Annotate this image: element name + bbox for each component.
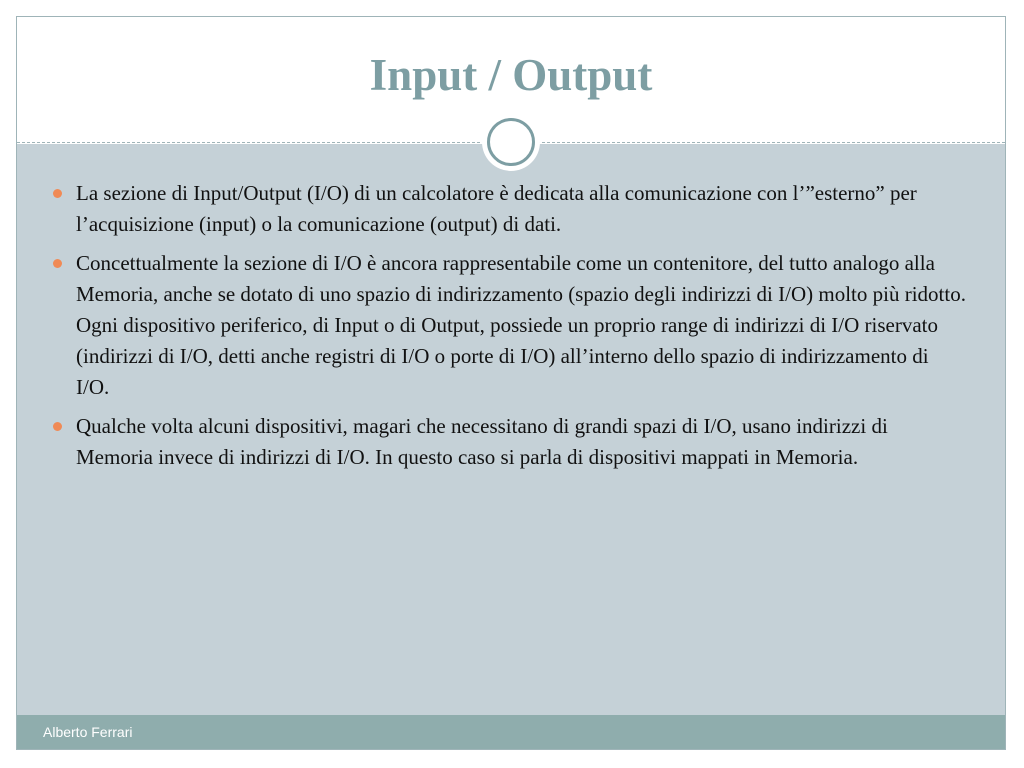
slide-title: Input / Output — [369, 50, 653, 100]
slide-frame — [16, 16, 1006, 750]
bullet-item-3 — [67, 411, 967, 473]
bullet-item-1 — [67, 178, 967, 240]
content-area — [17, 144, 1005, 716]
circle-ring-icon — [487, 118, 535, 166]
footer-author: Alberto Ferrari — [43, 724, 133, 740]
bullet-item-2 — [67, 248, 967, 403]
bullet-text-3: Qualche volta alcuni dispositivi, magari che necessitano di grandi spazi di I/O, usano indirizzi di Memoria invece di indirizzi di I/O. In questo caso si parla di dispositivi mappati in Memoria. — [76, 414, 888, 469]
bullet-dot-icon — [53, 189, 62, 198]
circle-ornament-icon — [482, 113, 540, 171]
bullet-text-1: La sezione di Input/Output (I/O) di un calcolatore è dedicata alla comunicazione con l’”esterno” per l’acquisizione (input) o la comunicazione (output) di dati. — [76, 181, 917, 236]
bullet-text-2: Concettualmente la sezione di I/O è ancora rappresentabile come un contenitore, del tutto analogo alla Memoria, anche se dotato di uno spazio di indirizzamento (spazio degli indirizzi di I/O) molto più ridotto. Ogni dispositivo periferico, di Input o di Output, possiede un proprio range di indirizzi di I/O riservato (indirizzi di I/O, detti anche registri di I/O o porte di I/O) all’interno dello spazio di indirizzamento di I/O. — [76, 251, 966, 399]
footer-bar — [17, 715, 1005, 749]
bullet-dot-icon — [53, 259, 62, 268]
bullet-dot-icon — [53, 422, 62, 431]
bullet-list — [67, 178, 967, 481]
